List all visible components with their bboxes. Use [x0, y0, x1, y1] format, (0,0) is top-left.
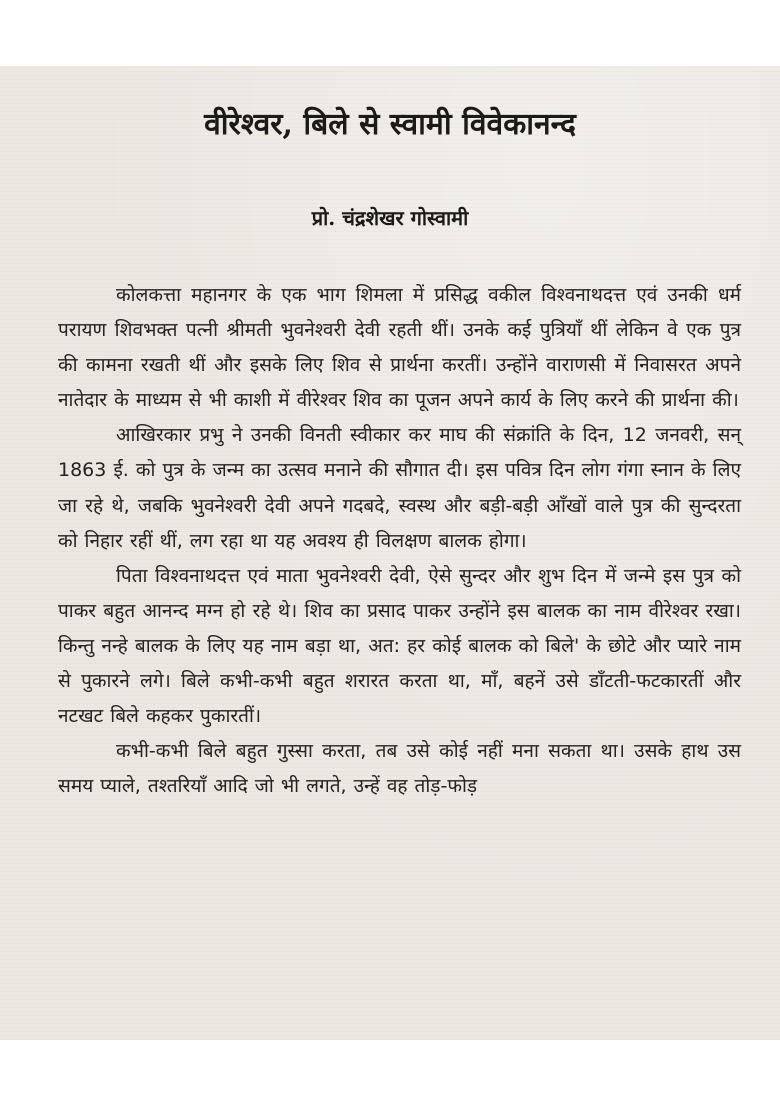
- article-title: वीरेश्वर, बिले से स्वामी विवेकानन्द: [204, 107, 576, 142]
- paragraph: आखिरकार प्रभु ने उनकी विनती स्वीकार कर माघ की संक्रांति के दिन, 12 जनवरी, सन् 1863 ई. को पुत्र के जन्म का उत्सव मनाने की सौगात दी। इस पवित्र दिन लोग गंगा स्नान के लिए जा रहे थे, जबकि भुवनेश्वरी देवी अपने गदबदे, स्वस्थ और बड़ी-बड़ी आँखों वाले पुत्र की सुन्दरता को निहार रहीं थीं, लग रहा था यह अवश्य ही विलक्षण बालक होगा।: [58, 424, 741, 552]
- paragraph: कोलकत्ता महानगर के एक भाग शिमला में प्रसिद्ध वकील विश्वनाथदत्त एवं उनकी धर्म परायण शिवभक्त पत्नी श्रीमती भुवनेश्वरी देवी रहती थीं। उनके कई पुत्रियाँ थीं लेकिन वे एक पुत्र की कामना रखती थीं और इसके लिए शिव से प्रार्थना करतीं। उन्होंने वाराणसी में निवासरत अपने नातेदार के माध्यम से भी काशी में वीरेश्वर शिव का पूजन अपने कार्य के लिए करने की प्रार्थना की।: [58, 284, 741, 412]
- paragraph: कभी-कभी बिले बहुत गुस्सा करता, तब उसे कोई नहीं मना सकता था। उसके हाथ उस समय प्याले, तश्तरियाँ आदि जो भी लगते, उन्हें वह तोड़-फोड़: [58, 740, 741, 798]
- paragraph: पिता विश्वनाथदत्त एवं माता भुवनेश्वरी देवी, ऐसे सुन्दर और शुभ दिन में जन्मे इस पुत्र को पाकर बहुत आनन्द मग्न हो रहे थे। शिव का प्रसाद पाकर उन्होंने इस बालक का नाम वीरेश्वर रखा। किन्तु नन्हे बालक के लिए यह नाम बड़ा था, अत: हर कोई बालक को बिले' के छोटे और प्यारे नाम से पुकारने लगे। बिले कभी-कभी बहुत शरारत करता था, माँ, बहनें उसे डाँटती-फटकारतीं और नटखट बिले कहकर पुकारतीं।: [58, 564, 741, 728]
- book-page: [0, 66, 780, 1040]
- author-byline: प्रो. चंद्रशेखर गोस्वामी: [311, 206, 469, 230]
- article-body: [58, 278, 741, 804]
